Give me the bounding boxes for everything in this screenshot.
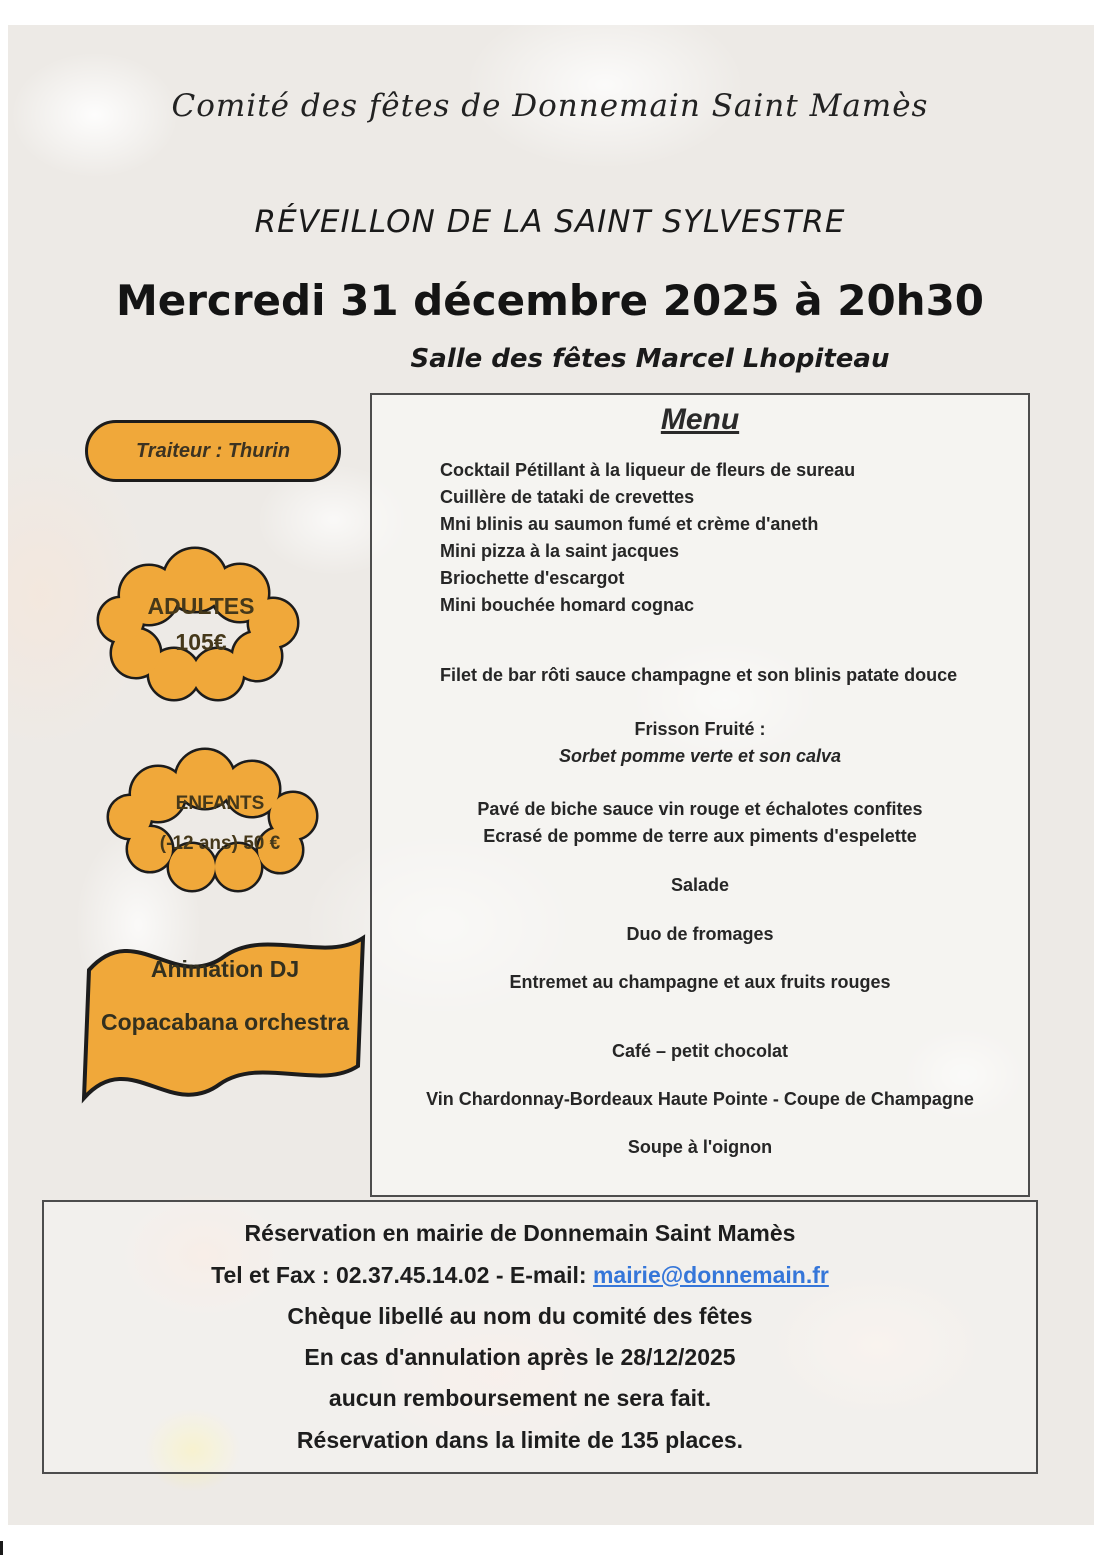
children-price: (-12 ans) 50 € bbox=[159, 833, 281, 854]
email-link[interactable]: mairie@donnemain.fr bbox=[592, 1261, 829, 1288]
menu-item: Mini pizza à la saint jacques bbox=[440, 541, 680, 561]
adults-price: 105€ bbox=[175, 629, 227, 655]
menu-item: Mini bouchée homard cognac bbox=[440, 595, 695, 615]
menu-item: Sorbet pomme verte et son calva bbox=[558, 746, 842, 766]
menu-item: Salade bbox=[670, 875, 730, 895]
event-venue: Salle des fêtes Marcel Lhopiteau bbox=[410, 344, 890, 374]
menu-item: Frisson Fruité : bbox=[634, 719, 766, 739]
children-price-cloud bbox=[100, 742, 340, 906]
committee-title: Comité des fêtes de Donnemain Saint Mamès bbox=[171, 88, 929, 124]
menu-title: Menu bbox=[660, 403, 740, 436]
cheque-note: Chèque libellé au nom du comité des fêtes bbox=[287, 1302, 753, 1329]
menu-item: Café – petit chocolat bbox=[611, 1041, 789, 1061]
cancellation-note-1: En cas d'annulation après le 28/12/2025 bbox=[304, 1344, 736, 1371]
adults-price-text bbox=[92, 538, 310, 710]
menu-starters bbox=[440, 457, 855, 619]
menu-item: Soupe à l'oignon bbox=[627, 1137, 773, 1157]
children-label: ENFANTS bbox=[175, 793, 265, 814]
menu-item: Briochette d'escargot bbox=[440, 568, 625, 588]
animation-banner-text bbox=[75, 916, 375, 1076]
menu-item: Filet de bar rôti sauce champagne et son blinis patate douce bbox=[440, 665, 958, 685]
children-price-text bbox=[100, 742, 340, 906]
menu-item: Entremet au champagne et aux fruits rouges bbox=[509, 972, 891, 992]
event-title: RÉVEILLON DE LA SAINT SYLVESTRE bbox=[254, 204, 846, 240]
caterer-label: Traiteur : Thurin bbox=[135, 439, 291, 462]
animation-banner bbox=[75, 898, 375, 1108]
menu-item: Duo de fromages bbox=[626, 924, 774, 944]
reservation-box bbox=[42, 1200, 1038, 1474]
menu-item: Cocktail Pétillant à la liqueur de fleurs de sureau bbox=[440, 460, 856, 480]
caterer-badge bbox=[85, 420, 341, 482]
adults-label: ADULTES bbox=[147, 593, 255, 619]
menu-box bbox=[370, 393, 1030, 1197]
adults-price-cloud bbox=[92, 538, 310, 710]
reservation-contact bbox=[44, 1262, 996, 1289]
event-date: Mercredi 31 décembre 2025 à 20h30 bbox=[115, 276, 985, 325]
phone-fax-label: Tel et Fax : 02.37.45.14.02 - E-mail: bbox=[211, 1261, 593, 1288]
scan-artifact bbox=[0, 1541, 3, 1555]
menu-item: Pavé de biche sauce vin rouge et échalotes confites bbox=[477, 799, 923, 819]
orchestra-label: Copacabana orchestra bbox=[101, 1009, 349, 1035]
menu-item: Vin Chardonnay-Bordeaux Haute Pointe - Coupe de Champagne bbox=[426, 1089, 974, 1109]
capacity-note: Réservation dans la limite de 135 places. bbox=[296, 1426, 744, 1453]
menu-item: Mni blinis au saumon fumé et crème d'aneth bbox=[440, 514, 819, 534]
menu-item: Ecrasé de pomme de terre aux piments d'espelette bbox=[483, 826, 917, 846]
cancellation-note-2: aucun remboursement ne sera fait. bbox=[328, 1385, 712, 1412]
menu-item: Cuillère de tataki de crevettes bbox=[440, 487, 695, 507]
reservation-title: Réservation en mairie de Donnemain Saint Mamès bbox=[244, 1220, 796, 1247]
animation-dj-label: Animation DJ bbox=[150, 956, 300, 982]
